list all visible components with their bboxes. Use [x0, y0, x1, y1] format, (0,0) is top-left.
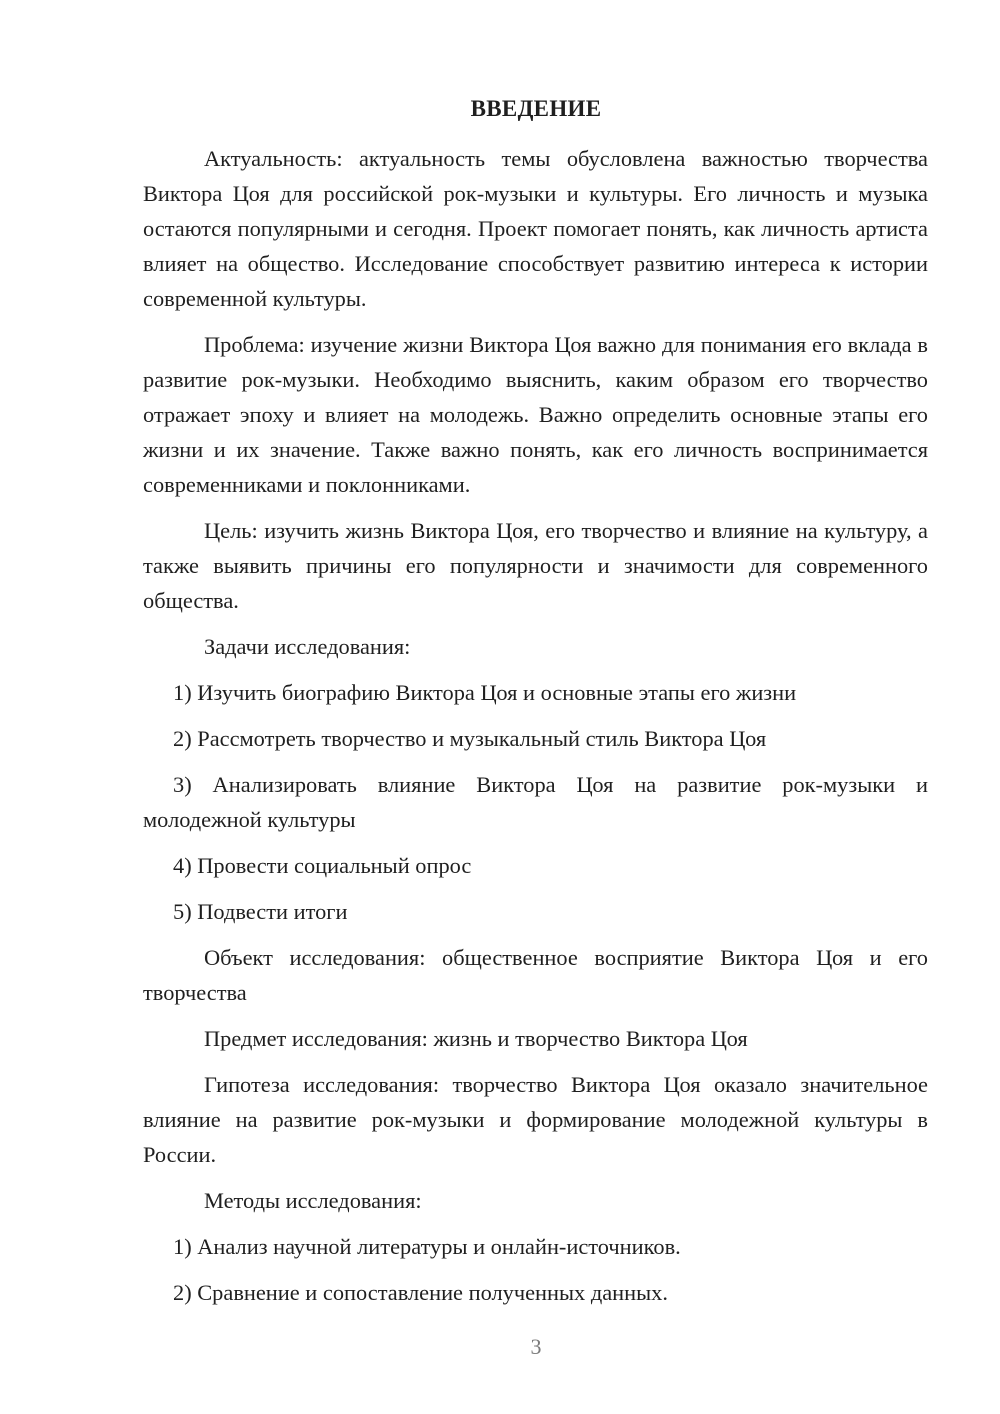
goal-paragraph: Цель: изучить жизнь Виктора Цоя, его творчество и влияние на культуру, а также выявить причины его популярности и значимости для современного общества. [143, 518, 928, 613]
task-item-1: 1) Изучить биографию Виктора Цоя и основные этапы его жизни [173, 680, 797, 705]
document-body [143, 141, 928, 1321]
task-item-5: 5) Подвести итоги [173, 899, 348, 924]
research-object: Объект исследования: общественное восприятие Виктора Цоя и его творчества [143, 945, 928, 1005]
method-item-1: 1) Анализ научной литературы и онлайн-источников. [173, 1234, 681, 1259]
page-number: 3 [530, 1334, 542, 1359]
relevance-paragraph: Актуальность: актуальность темы обусловлена важностью творчества Виктора Цоя для российской рок-музыки и культуры. Его личность и музыка остаются популярными и сегодня. Проект помогает понять, как личность артиста влияет на общество. Исследование способствует развитию интереса к истории современной культуры. [143, 146, 928, 311]
research-subject: Предмет исследования: жизнь и творчество Виктора Цоя [204, 1026, 748, 1051]
task-item-3: 3) Анализировать влияние Виктора Цоя на развитие рок-музыки и молодежной культуры [143, 772, 928, 832]
task-item-2: 2) Рассмотреть творчество и музыкальный стиль Виктора Цоя [173, 726, 767, 751]
method-item-2: 2) Сравнение и сопоставление полученных данных. [173, 1280, 668, 1305]
research-hypothesis: Гипотеза исследования: творчество Виктора Цоя оказало значительное влияние на развитие рок-музыки и формирование молодежной культуры в России. [143, 1072, 928, 1167]
task-item-4: 4) Провести социальный опрос [173, 853, 472, 878]
section-title: ВВЕДЕНИЕ [470, 96, 602, 121]
problem-paragraph: Проблема: изучение жизни Виктора Цоя важно для понимания его вклада в развитие рок-музыки. Необходимо выяснить, каким образом его творчество отражает эпоху и влияет на молодежь. Важно определить основные этапы его жизни и их значение. Также важно понять, как его личность воспринимается современниками и поклонниками. [143, 332, 928, 497]
tasks-heading: Задачи исследования: [204, 634, 411, 659]
methods-heading: Методы исследования: [204, 1188, 422, 1213]
